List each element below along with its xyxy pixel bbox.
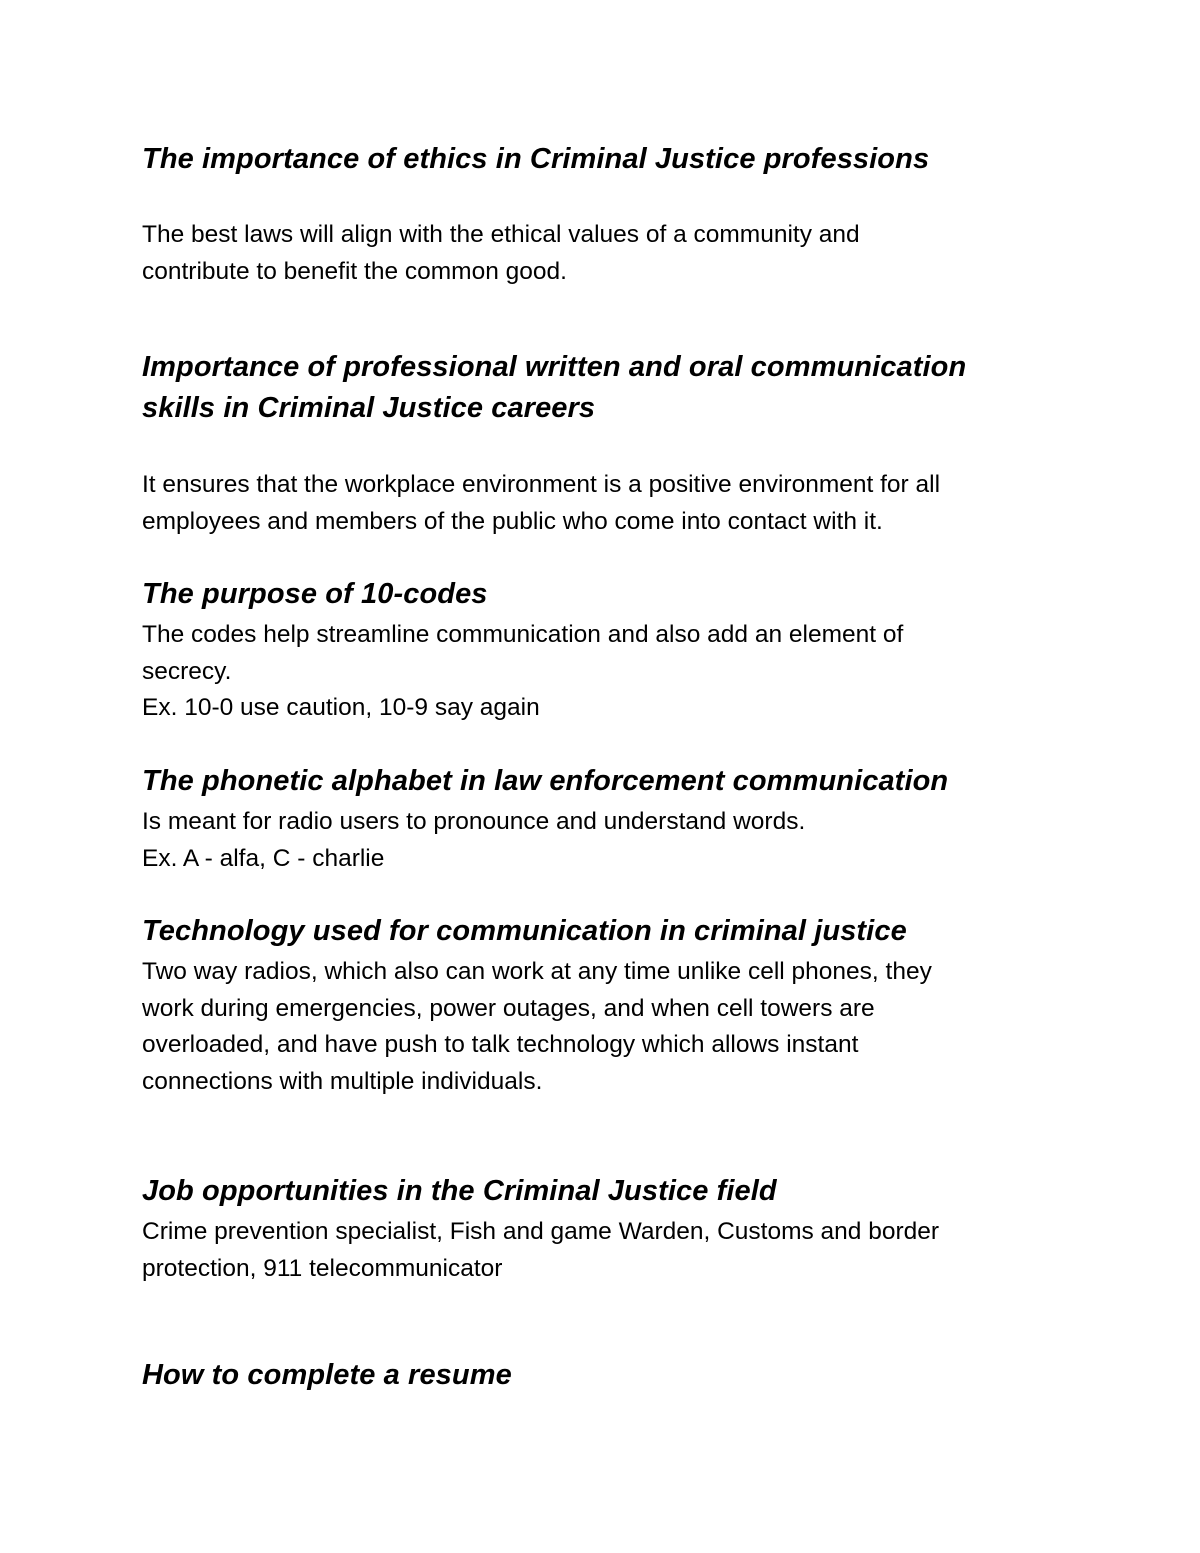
section-heading-phonetic-alphabet	[142, 761, 1062, 802]
heading-line: Importance of professional written and oral communication	[142, 351, 967, 383]
section-body-communication-skills	[142, 467, 1062, 540]
body-line: It ensures that the workplace environment is a positive environment for all	[142, 471, 941, 498]
heading-line: skills in Criminal Justice careers	[142, 392, 596, 424]
body-line: The codes help streamline communication and also add an element of	[142, 621, 904, 648]
body-line: employees and members of the public who come into contact with it.	[142, 507, 883, 535]
body-line: The best laws will align with the ethical values of a community and	[142, 221, 860, 248]
body-line: Ex. A - alfa, C - charlie	[142, 844, 385, 872]
section-body-phonetic-alphabet	[142, 804, 1062, 877]
heading-line: The importance of ethics in Criminal Justice professions	[142, 143, 930, 175]
body-line: Crime prevention specialist, Fish and game Warden, Customs and border	[142, 1218, 940, 1245]
heading-line: How to complete a resume	[142, 1359, 512, 1391]
section-body-ethics	[142, 217, 1062, 290]
section-heading-technology	[142, 911, 1062, 952]
section-heading-10-codes	[142, 574, 1062, 615]
section-heading-resume	[142, 1355, 1062, 1396]
section-body-technology	[142, 954, 1062, 1100]
body-line: work during emergencies, power outages, and when cell towers are	[142, 994, 875, 1022]
body-line: Is meant for radio users to pronounce and understand words.	[142, 808, 806, 835]
section-heading-ethics	[142, 139, 1062, 180]
heading-line: The purpose of 10-codes	[142, 578, 488, 610]
section-heading-job-opportunities	[142, 1171, 1062, 1212]
heading-line: Technology used for communication in criminal justice	[142, 915, 907, 947]
heading-line: The phonetic alphabet in law enforcement communication	[142, 765, 949, 797]
heading-line: Job opportunities in the Criminal Justice field	[142, 1175, 777, 1207]
section-body-job-opportunities	[142, 1214, 1062, 1287]
section-heading-communication-skills	[142, 347, 1062, 429]
section-body-10-codes	[142, 617, 1062, 727]
body-line: connections with multiple individuals.	[142, 1067, 543, 1095]
body-line: overloaded, and have push to talk technology which allows instant	[142, 1031, 859, 1058]
body-line: Ex. 10-0 use caution, 10-9 say again	[142, 694, 540, 721]
body-line: Two way radios, which also can work at any time unlike cell phones, they	[142, 958, 932, 985]
body-line: contribute to benefit the common good.	[142, 257, 567, 285]
body-line: secrecy.	[142, 657, 232, 685]
body-line: protection, 911 telecommunicator	[142, 1254, 503, 1282]
